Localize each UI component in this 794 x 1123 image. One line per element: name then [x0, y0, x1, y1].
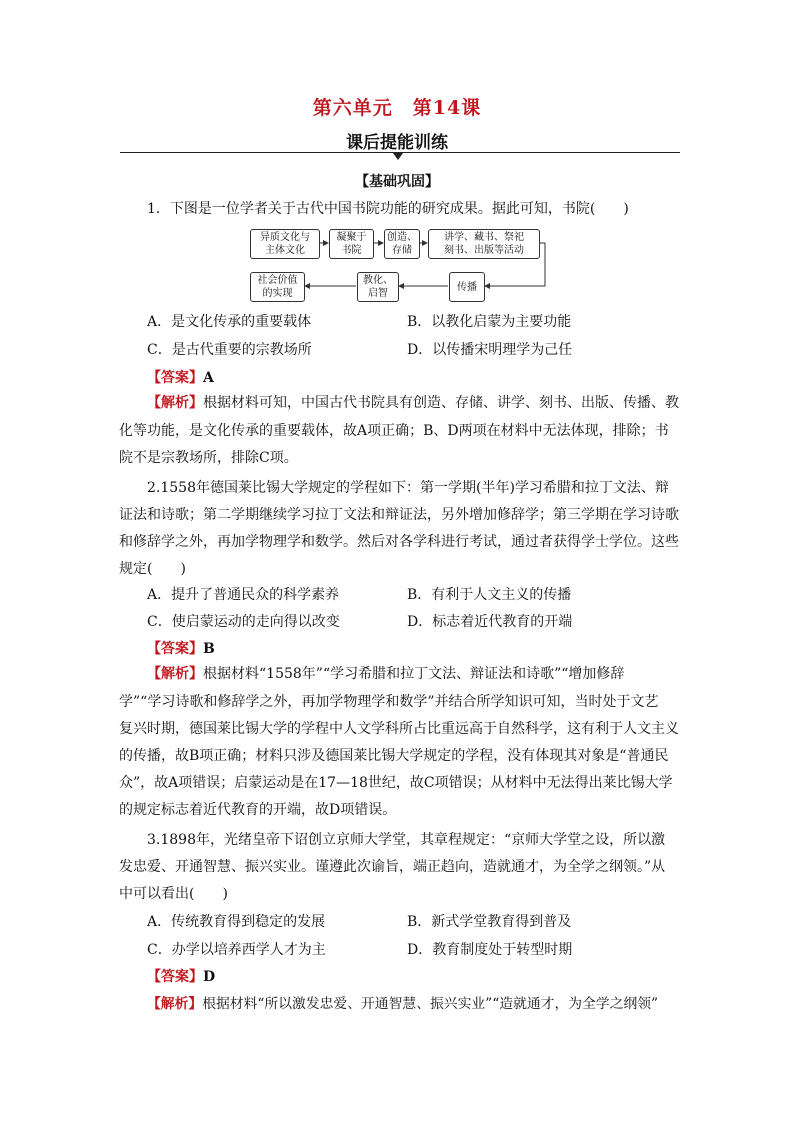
flow-box-gather: 凝聚于 书院: [329, 229, 374, 259]
answer-value: A: [203, 370, 214, 386]
q1-option-d: D．以传播宋明理学为己任: [407, 342, 573, 358]
q3-option-c: C．办学以培养西学人才为主: [147, 942, 326, 958]
q2-option-d: D．标志着近代教育的开端: [407, 614, 573, 630]
q2-analysis-line5: 众”，故A项错误；启蒙运动是在17—18世纪，故C项错误；从材料中无法得出莱比锡大学: [119, 775, 673, 791]
flow-box-value: 社会价值 的实现: [250, 272, 305, 302]
q1-option-b: B．以教化启蒙为主要功能: [407, 314, 572, 330]
q2-stem-line3: 和修辞学之外，再加学物理学和数学。然后对各学科进行考试，通过者获得学士学位。这些: [119, 534, 679, 550]
q3-option-b: B．新式学堂教育得到普及: [407, 914, 572, 930]
q2-answer: [147, 639, 215, 659]
answer-label: 【答案】: [147, 370, 203, 386]
answer-label: 【答案】: [147, 969, 203, 985]
q2-analysis-line2: 学”“学习诗歌和修辞学之外，再加学物理学和数学”并结合所学知识可知，当时处于文艺: [119, 694, 659, 710]
q2-stem-line2: 证法和诗歌；第二学期继续学习拉丁文法和辩证法，另外增加修辞学；第三学期在学习诗歌: [119, 507, 679, 523]
analysis-text: 根据材料“所以激发忠爱、开通智慧、振兴实业”“造就通才，为全学之纲领”: [202, 996, 659, 1012]
q3-answer: [147, 967, 215, 987]
q1-option-c: C．是古代重要的宗教场所: [147, 342, 312, 358]
answer-value: D: [203, 969, 216, 985]
q2-stem-line1: 2.1558年德国莱比锡大学规定的学程如下：第一学期(半年)学习希腊和拉丁文法、辩: [147, 480, 669, 496]
divider-triangle-icon: [393, 153, 403, 160]
q2-analysis-line6: 的规定标志着近代教育的开端，故D项错误。: [119, 802, 397, 818]
q3-stem-line3: 中可以看出( ): [119, 886, 228, 902]
q1-answer: [147, 368, 214, 388]
q2-stem-line4: 规定( ): [119, 561, 186, 577]
q2-analysis-line4: 的传播，故B项正确；材料只涉及德国莱比锡大学规定的学程，没有体现其对象是“普通民: [119, 748, 669, 764]
flow-box-educate: 教化、 启智: [357, 272, 399, 302]
q1-option-a: A．是文化传承的重要载体: [147, 314, 312, 330]
analysis-text: 根据材料“1558年”“学习希腊和拉丁文法、辩证法和诗歌”“增加修辞: [203, 666, 625, 682]
q3-option-a: A．传统教育得到稳定的发展: [147, 914, 326, 930]
flow-box-spread: 传播: [449, 272, 485, 302]
page-title: 第六单元 第14课: [312, 97, 482, 119]
flow-box-activities: 讲学、藏书、祭祀 刻书、出版等活动: [428, 229, 540, 259]
flow-box-culture: 异质文化与 主体文化: [250, 229, 320, 259]
q1-analysis-line2: 化等功能，是文化传承的重要载体，故A项正确；B、D两项在材料中无法体现，排除；书: [119, 423, 669, 439]
flow-box-create: 创造、 存储: [384, 229, 420, 259]
q3-stem-line2: 发忠爱、开通智慧、振兴实业。谨遵此次谕旨，端正趋向，造就通才，为全学之纲领。”从: [119, 859, 666, 875]
analysis-text: 根据材料可知，中国古代书院具有创造、存储、讲学、刻书、出版、传播、教: [203, 395, 679, 411]
q2-option-c: C．使启蒙运动的走向得以改变: [147, 614, 340, 630]
analysis-label: 【解析】: [147, 395, 203, 411]
q2-option-a: A．提升了普通民众的科学素养: [147, 587, 340, 603]
page-subtitle: 课后提能训练: [346, 133, 448, 153]
q1-stem: 1．下图是一位学者关于古代中国书院功能的研究成果。据此可知，书院( ): [147, 201, 629, 217]
answer-value: B: [203, 641, 215, 657]
q1-analysis-line3: 院不是宗教场所，排除C项。: [119, 450, 298, 466]
q1-analysis: [147, 389, 687, 417]
q2-analysis: [147, 660, 624, 688]
q2-analysis-line3: 复兴时期，德国莱比锡大学的学程中人文学科所占比重远高于自然科学，这有利于人文主义: [119, 721, 679, 737]
q3-analysis: [147, 990, 658, 1018]
analysis-label: 【解析】: [147, 666, 203, 682]
q2-option-b: B．有利于人文主义的传播: [407, 587, 572, 603]
q3-option-d: D．教育制度处于转型时期: [407, 942, 573, 958]
analysis-label: 【解析】: [147, 996, 203, 1012]
answer-label: 【答案】: [147, 641, 203, 657]
q3-stem-line1: 3.1898年，光绪皇帝下诏创立京师大学堂，其章程规定：“京师大学堂之设，所以激: [147, 832, 666, 848]
section-heading: 【基础巩固】: [355, 174, 439, 190]
